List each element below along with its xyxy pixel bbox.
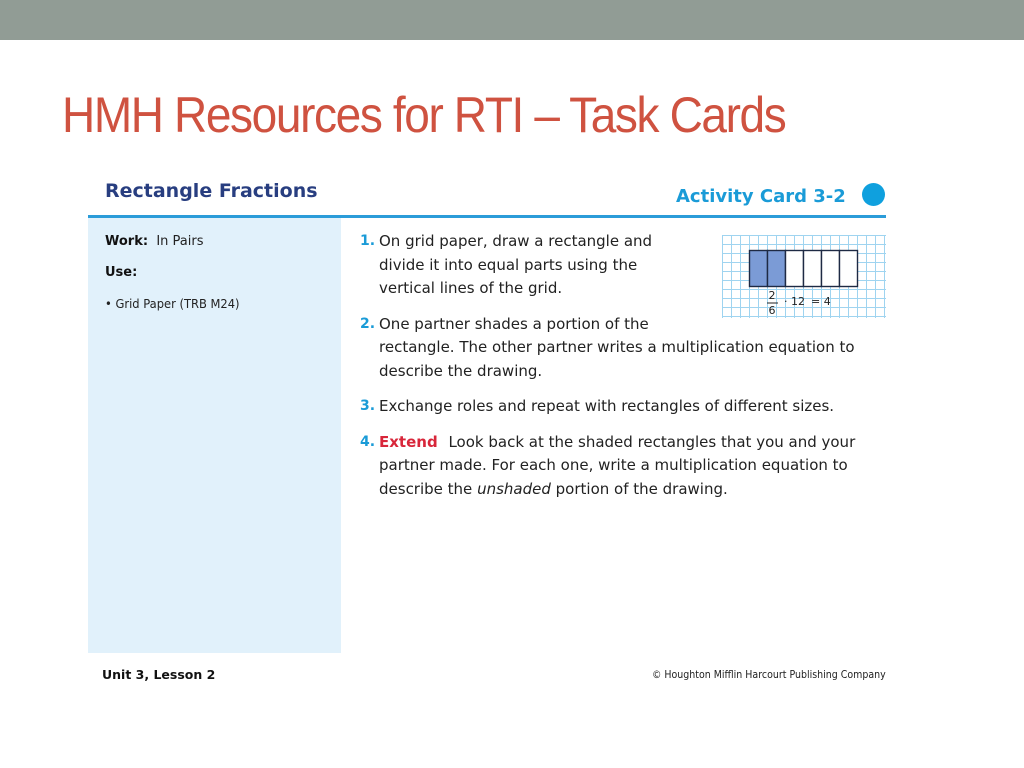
work-line (105, 234, 204, 249)
grid-paper-figure (722, 235, 886, 318)
unshaded-part (804, 251, 822, 287)
step-number: 1. (360, 233, 376, 249)
work-label: Work: (105, 234, 149, 249)
step-text (379, 431, 885, 502)
equation-result: = 4 (811, 295, 831, 308)
extend-label: Extend (379, 432, 438, 451)
fraction-numerator: 2 (768, 289, 776, 302)
step-3 (360, 395, 885, 419)
use-line (105, 265, 137, 280)
footer-unit: Unit 3, Lesson 2 (102, 667, 216, 682)
slide-title: HMH Resources for RTI – Task Cards (62, 87, 786, 143)
step-text-content: One partner shades a portion of the rectangle. The other partner writes a multiplication equation to describe the drawing. (379, 314, 855, 380)
fraction-denominator: 6 (768, 304, 776, 317)
step-text (379, 313, 885, 384)
step-text-after: portion of the drawing. (555, 479, 728, 498)
equation-multiplier: · 12 (784, 295, 805, 308)
card-sidebar (88, 218, 341, 653)
rectangle-parts (750, 251, 858, 287)
material-item: • Grid Paper (TRB M24) (105, 296, 240, 311)
step-text: On grid paper, draw a rectangle and divide it into equal parts using the vertical lines of the grid. (379, 232, 653, 297)
step-text-before: Look back at the shaded rectangles that you and your partner made. For each one, write a multiplication equation to describe the (379, 432, 856, 498)
top-bar (0, 0, 1024, 40)
card-dot-icon (862, 183, 885, 206)
step-4 (360, 431, 885, 502)
unshaded-part (786, 251, 804, 287)
shaded-part (750, 251, 768, 287)
activity-card-number: Activity Card 3-2 (676, 186, 846, 207)
work-value: In Pairs (156, 234, 204, 249)
step-number: 3. (360, 398, 376, 414)
step-text: Exchange roles and repeat with rectangles of different sizes. (379, 397, 835, 415)
unshaded-part (822, 251, 840, 287)
use-label: Use: (105, 265, 138, 280)
card-title: Rectangle Fractions (105, 180, 318, 202)
shaded-part (768, 251, 786, 287)
footer-copyright: © Houghton Mifflin Harcourt Publishing Company (652, 669, 886, 681)
step-number: 2. (360, 315, 376, 332)
step-2 (360, 313, 885, 384)
step-number: 4. (360, 433, 376, 450)
unshaded-part (840, 251, 858, 287)
step-emphasis: unshaded (477, 479, 551, 498)
